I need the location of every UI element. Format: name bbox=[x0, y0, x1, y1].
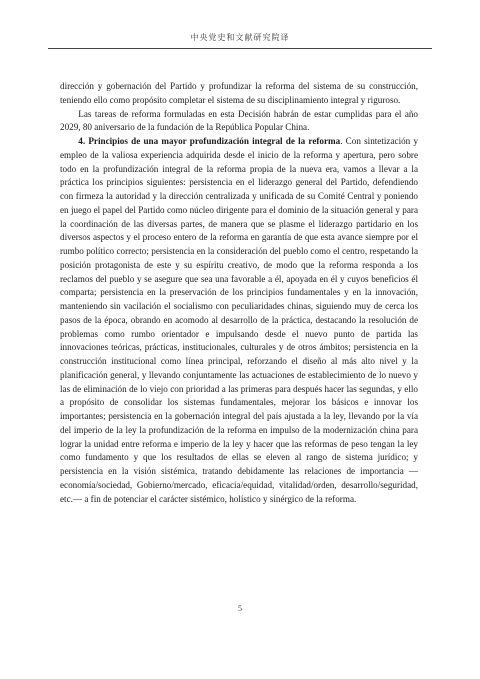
document-body bbox=[60, 80, 418, 506]
paragraph-continuation: dirección y gobernación del Partido y profundizar la reforma del sistema de su construcción, teniendo ello como propósito completar el sistema de su disciplinamiento integral y riguroso. bbox=[60, 81, 418, 105]
paragraph-principles bbox=[60, 135, 418, 506]
page-header bbox=[48, 32, 432, 49]
header-title: 中央党史和文献研究院译 bbox=[190, 33, 290, 42]
page-number: 5 bbox=[238, 604, 242, 613]
section-text: . Con sintetización y empleo de la valiosa experiencia adquirida desde el inicio de la reforma y apertura, pero sobre todo en la profundización integral de la reforma propia de la nueva era, vamos a llevar a la práctica los principios siguientes: persistencia en el liderazgo general del Partido, defendiendo con firmeza la autoridad y la dirección centralizada y unificada de su Comité Central y poniendo en juego el papel del Partido como núcleo dirigente para el dominio de la situación general y para la coordinación de las diversas partes, de manera que se plasme el liderazgo partidario en los diversos aspectos y el proceso entero de la reforma en garantía de que esta avance siempre por el rumbo político correcto; persistencia en la consideración del pueblo como el centro, respetando la posición protagonista de este y su espíritu creativo, de modo que la reforma responda a los reclamos del pueblo y se asegure que sea una favorable a él, apoyada en él y cuyos beneficios él comparta; persistencia en la preservación de los principios fundamentales y en la innovación, manteniendo sin vacilación el socialismo con peculiaridades chinas, siguiendo muy de cerca los pasos de la época, obrando en acomodo al desarrollo de la práctica, destacando la resolución de problemas como rumbo orientador e impulsando desde el nuevo punto de partida las innovaciones teóricas, prácticas, institucionales, culturales y de otros ámbitos; persistencia en la construcción institucional como línea principal, reforzando el diseño al más alto nivel y la planificación general, y llevando conjuntamente las actuaciones de establecimiento de lo nuevo y las de eliminación de lo viejo con prioridad a las primeras para después hacer las segundas, y ello a propósito de consolidar los sistemas fundamentales, mejorar los básicos e innovar los importantes; persistencia en la gobernación integral del país ajustada a la ley, llevando por la vía del imperio de la ley la profundización de la reforma en impulso de la modernización china para lograr la unidad entre reforma e imperio de la ley y hacer que las reformas de peso tengan la ley como fundamento y que los resultados de ellas se eleven al rango de sistema jurídico; y persistencia en la visión sistémica, tratando debidamente las relaciones de importancia —economía/sociedad, Gobierno/mercado, eficacia/equidad, vitalidad/orden, desarrollo/seguridad, etc.— a fin de potenciar el carácter sistémico, holístico y sinérgico de la reforma. bbox=[60, 136, 419, 504]
paragraph-deadline: Las tareas de reforma formuladas en esta Decisión habrán de estar cumplidas para el año 2029, 80 aniversario de la fundación de la República Popular China. bbox=[60, 108, 418, 133]
section-heading: 4. Principios de una mayor profundización integral de la reforma bbox=[78, 136, 341, 146]
